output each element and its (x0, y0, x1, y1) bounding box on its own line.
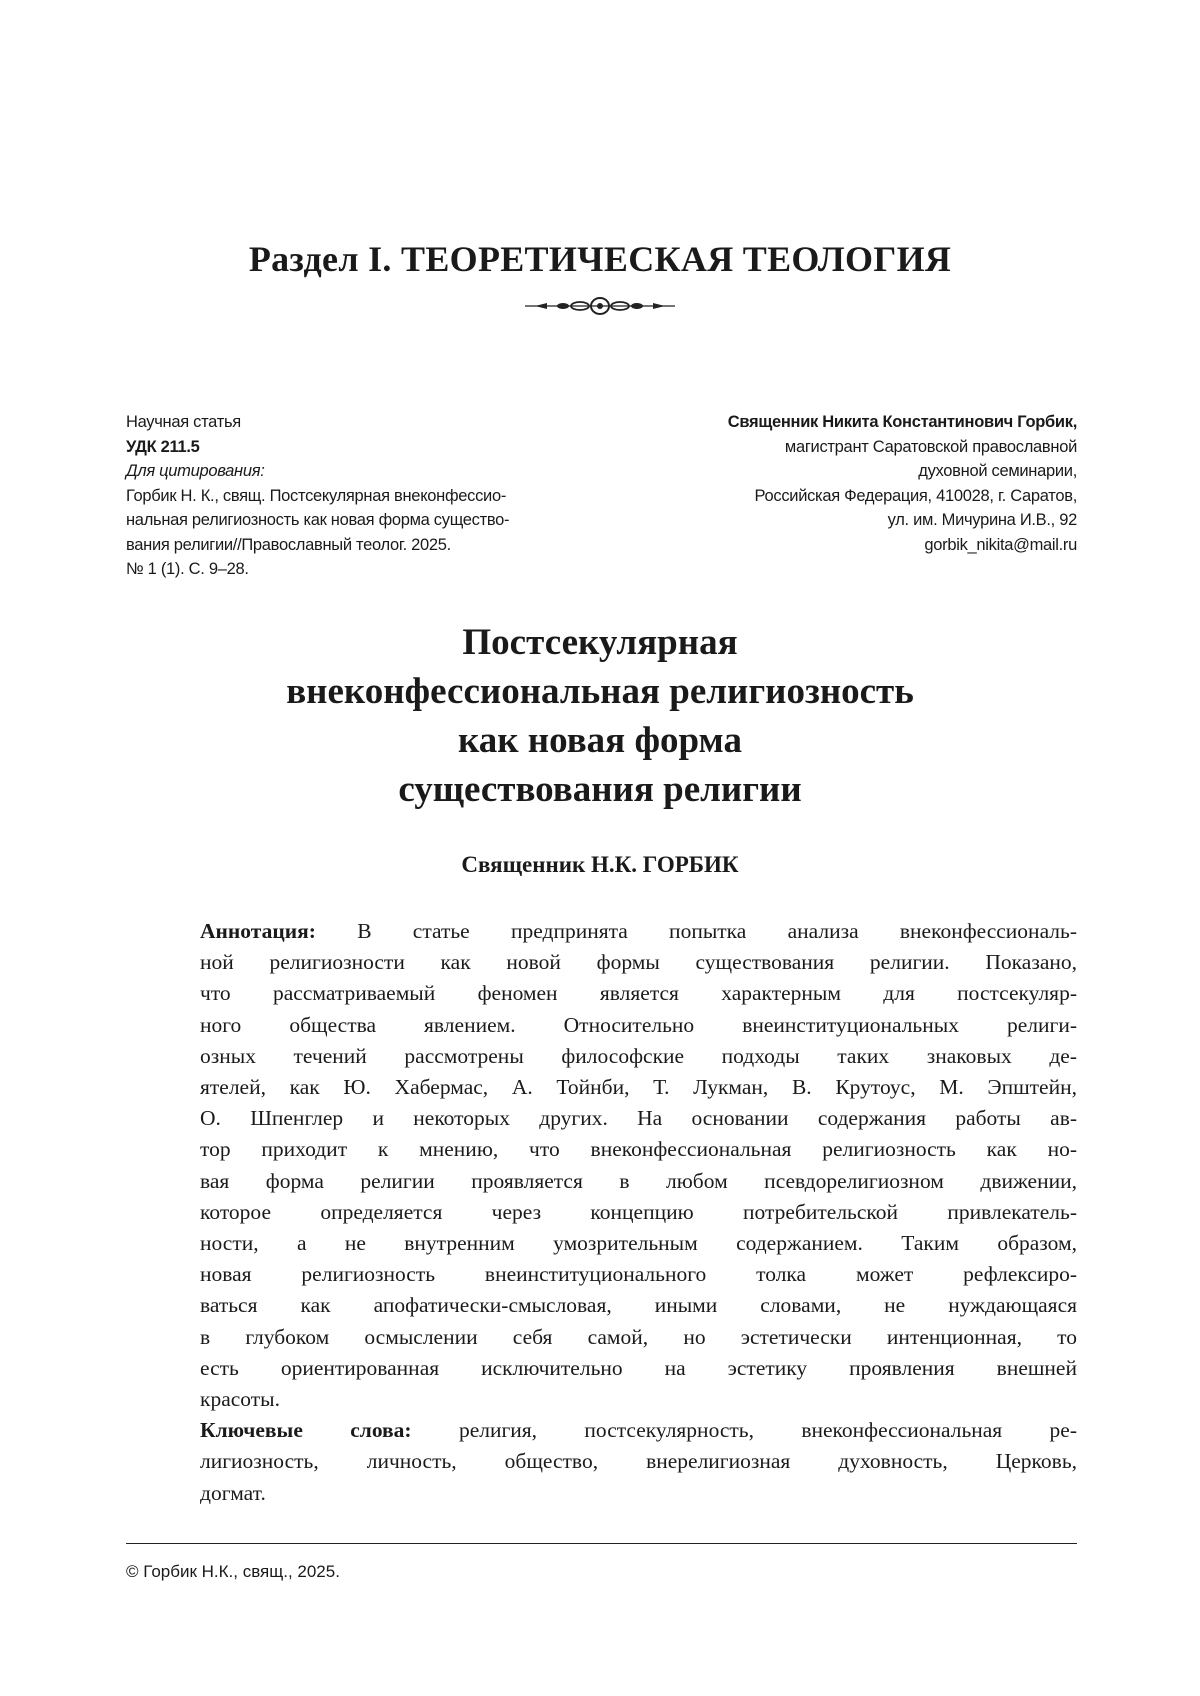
footnote-divider (126, 1543, 1077, 1544)
title-line: как новая форма (457, 720, 743, 761)
affiliation-line: магистрант Саратовской православной (784, 437, 1077, 456)
article-title (0, 618, 1200, 814)
abstract-line: тор приходит к мнению, что внеконфессиональная религиозность как но- (200, 1137, 1077, 1162)
copyright-notice: © Горбик Н.К., свящ., 2025. (126, 1562, 340, 1581)
article-metadata (126, 410, 509, 582)
address-line: Российская Федерация, 410028, г. Саратов, (754, 486, 1077, 505)
abstract-line: есть ориентированная исключительно на эстетику проявления внешней (200, 1355, 1077, 1380)
abstract-line: ваться как апофатически-смысловая, иными словами, не нуждающаяся (200, 1293, 1077, 1318)
address-line: ул. им. Мичурина И.В., 92 (887, 511, 1077, 529)
citation-line: № 1 (1). С. 9–28. (126, 560, 249, 578)
keywords-line: догмат. (200, 1480, 266, 1505)
keywords-line: лигиозность, личность, общество, внерелигиозная духовность, Церковь, (200, 1449, 1077, 1474)
citation-line: Горбик Н. К., свящ. Постсекулярная внеконфессио- (126, 486, 507, 505)
title-line: существования религии (398, 769, 802, 810)
abstract-line: ятелей, как Ю. Хабермас, А. Тойнби, Т. Лукман, В. Крутоус, М. Эпштейн, (200, 1075, 1077, 1100)
abstract-line: вая форма религии проявляется в любом псевдорелигиозном движении, (200, 1168, 1077, 1193)
abstract-line: озных течений рассмотрены философские подходы таких знаковых де- (200, 1043, 1077, 1068)
abstract-text: В статье предпринята попытка анализа внеконфессиональ- (357, 919, 1077, 943)
abstract-line: ного общества явлением. Относительно внеинституциональных религи- (200, 1012, 1077, 1037)
keywords-line (200, 1415, 1077, 1446)
keywords-label: Ключевые слова: (200, 1418, 412, 1443)
article-type: Научная статья (126, 413, 241, 431)
abstract (200, 916, 1077, 1509)
abstract-line: что рассматриваемый феномен является характерным для постсекуляр- (200, 981, 1077, 1006)
abstract-line: которое определяется через концепцию потребительской привлекатель- (200, 1199, 1077, 1224)
abstract-line: красоты. (200, 1387, 280, 1412)
section-title: Раздел I. ТЕОРЕТИЧЕСКАЯ ТЕОЛОГИЯ (248, 239, 952, 279)
abstract-line (200, 916, 1077, 947)
title-line: Постсекулярная (462, 622, 738, 663)
ornament-divider-icon (525, 296, 675, 316)
author-full-name: Священник Никита Константинович Горбик, (727, 413, 1077, 431)
author-affiliation (728, 410, 1077, 557)
author-email[interactable]: gorbik_nikita@mail.ru (924, 535, 1077, 554)
abstract-line: О. Шпенглер и некоторых других. На основании содержания работы ав- (200, 1106, 1077, 1131)
abstract-line: ной религиозности как новой формы существования религии. Показано, (200, 950, 1077, 975)
abstract-line: ности, а не внутренним умозрительным содержанием. Таким образом, (200, 1231, 1077, 1256)
keywords-text: религия, постсекулярность, внеконфессиональная ре- (458, 1418, 1077, 1443)
abstract-line: в глубоком осмыслении себя самой, но эстетически интенционная, то (200, 1324, 1077, 1349)
affiliation-line: духовной семинарии, (918, 462, 1077, 480)
author-byline: Священник Н.К. ГОРБИК (461, 852, 739, 877)
title-line: внеконфессиональная религиозность (286, 671, 914, 712)
citation-line: нальная религиозность как новая форма существо- (126, 511, 510, 529)
abstract-label: Аннотация: (200, 919, 316, 943)
abstract-line: новая религиозность внеинституционального толка может рефлексиро- (200, 1262, 1077, 1287)
udc-code: УДК 211.5 (126, 437, 200, 456)
citation-line: вания религии//Православный теолог. 2025. (126, 535, 451, 554)
citation-label: Для цитирования: (126, 462, 265, 480)
